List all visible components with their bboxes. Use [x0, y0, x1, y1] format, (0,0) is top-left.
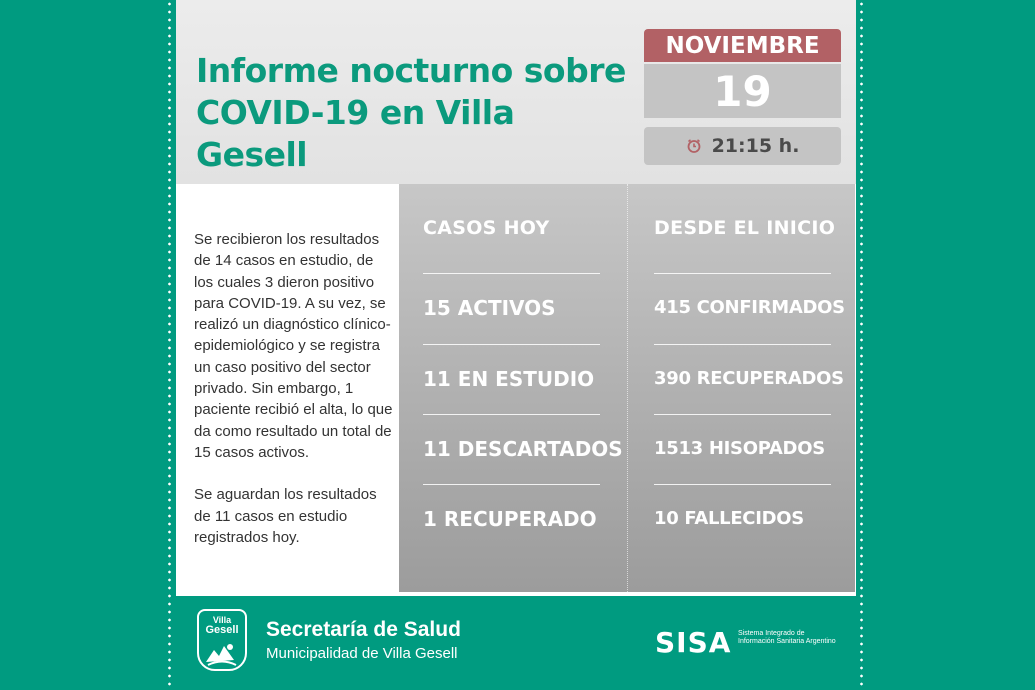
divider — [654, 414, 831, 415]
sisa-description: Sistema Integrado de Información Sanitaria Argentino — [738, 630, 836, 645]
stats-today-column — [399, 184, 627, 592]
report-title — [196, 50, 636, 176]
date-day: 19 — [644, 64, 841, 118]
sisa-logo: SISA — [655, 626, 732, 659]
villa-gesell-logo: Villa Gesell — [197, 609, 247, 671]
stats-panel — [399, 184, 855, 592]
stat-today-descartados: 11 DESCARTADOS — [423, 437, 623, 461]
report-time — [644, 127, 841, 165]
divider — [654, 344, 831, 345]
stat-today-en-estudio: 11 EN ESTUDIO — [423, 367, 595, 391]
divider — [423, 344, 600, 345]
stats-total-header: DESDE EL INICIO — [654, 217, 836, 239]
stat-total-confirmados: 415 CONFIRMADOS — [654, 297, 845, 318]
stat-total-hisopados: 1513 HISOPADOS — [654, 438, 825, 459]
right-dotted-border — [860, 0, 863, 690]
time-text: 21:15 h. — [711, 135, 800, 157]
divider — [654, 273, 831, 274]
footer — [176, 596, 856, 690]
divider — [654, 484, 831, 485]
stat-today-activos: 15 ACTIVOS — [423, 296, 556, 320]
date-month: NOVIEMBRE — [644, 29, 841, 62]
description-paragraph-1: Se recibieron los resultados de 14 casos en estudio, de los cuales 3 dieron positivo para COVID-19. A su vez, se realizó un diagnóstico clínico-epidemiológico y se registra un caso positivo del sector privado. Sin embargo, 1 paciente recibió el alta, lo que da como resultado un total de 15 casos activos. — [194, 231, 393, 461]
stats-total-column — [627, 184, 856, 592]
title-line-1: Informe nocturno sobre — [196, 51, 626, 90]
municipalidad-subtitle: Municipalidad de Villa Gesell — [266, 645, 458, 662]
stat-today-recuperado: 1 RECUPERADO — [423, 507, 597, 531]
secretaria-title: Secretaría de Salud — [266, 618, 461, 641]
footer-dotted-line — [176, 592, 856, 595]
landscape-icon — [204, 638, 240, 668]
divider — [423, 414, 600, 415]
stat-total-recuperados: 390 RECUPERADOS — [654, 368, 844, 389]
stats-today-header: CASOS HOY — [423, 217, 550, 239]
clock-icon — [686, 138, 702, 154]
title-line-2: COVID-19 en Villa Gesell — [196, 93, 515, 174]
stat-total-fallecidos: 10 FALLECIDOS — [654, 508, 804, 529]
report-card — [176, 0, 856, 690]
description-paragraph-2: Se aguardan los resultados de 11 casos en estudio registrados hoy. — [194, 486, 377, 546]
divider — [423, 484, 600, 485]
header — [176, 0, 856, 184]
divider — [423, 273, 600, 274]
report-description — [194, 229, 394, 569]
left-dotted-border — [168, 0, 171, 690]
